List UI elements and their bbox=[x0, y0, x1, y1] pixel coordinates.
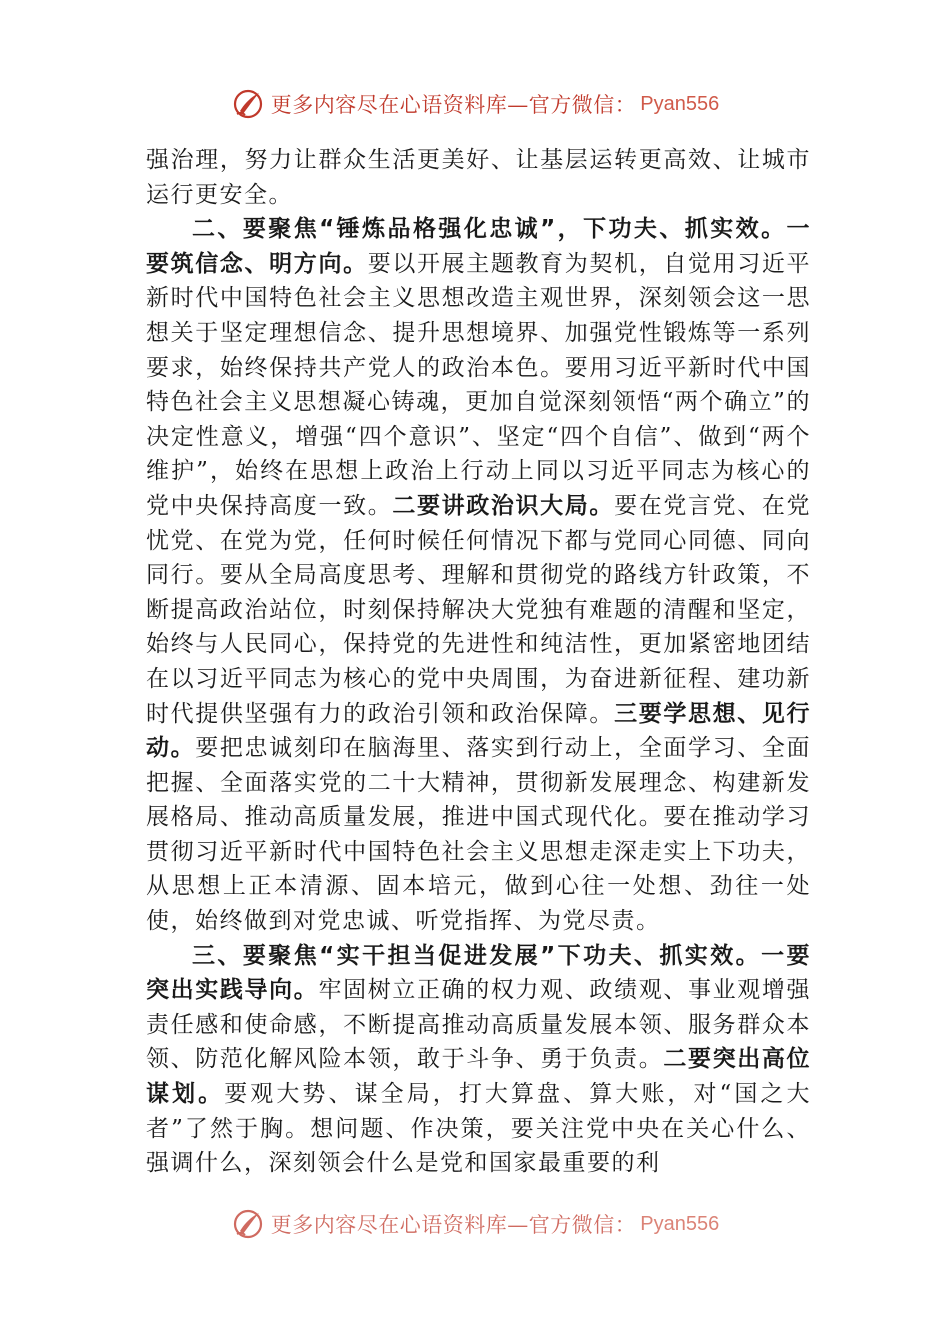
banner-text: 更多内容尽在心语资料库—官方微信： bbox=[270, 93, 637, 117]
banner-wechat-id: Pyan556 bbox=[640, 1212, 720, 1235]
banner-text: 更多内容尽在心语资料库—官方微信： bbox=[270, 1213, 637, 1237]
watermark-banner-top bbox=[0, 84, 950, 124]
banner-wechat-id: Pyan556 bbox=[640, 92, 720, 115]
paragraph-continuation: 强治理，努力让群众生活更美好、让基层运转更高效、让城市运行更安全。 bbox=[146, 147, 811, 208]
section-3-point-1: 一要突出实践导向。 bbox=[146, 942, 812, 1004]
section-3-heading: 三、要聚焦“实干担当促进发展”下功夫、抓实效。 bbox=[192, 942, 762, 969]
brush-logo-icon bbox=[231, 1207, 265, 1241]
document-body bbox=[146, 143, 811, 1181]
section-2-point-1: 一要筑信念、明方向。 bbox=[146, 216, 811, 277]
section-2-point-3: 三要学思想、见行动。 bbox=[146, 700, 812, 762]
section-3-point-2: 二要突出高位谋划。 bbox=[146, 1046, 812, 1108]
section-3-text-2: 要观大势、谋全局，打大算盘、算大账，对“国之大者”了然于胸。想问题、作决策，要关注党中央在关心什么、强调什么，深刻领会什么是党和国家最重要的利 bbox=[146, 1081, 812, 1177]
section-2-text-1: 要以开展主题教育为契机，自觉用习近平新时代中国特色社会主义思想改造主观世界，深刻领会这一思想关于坚定理想信念、提升思想境界、加强党性锻炼等一系列要求，始终保持共产党人的政治本色。要用习近平新时代中国特色社会主义思想凝心铸魂，更加自觉深刻领悟“两个确立”的决定性意义，增强“四个意识”、坚定“四个自信”、做到“两个维护”，始终在思想上政治上行动上同以习近平同志为核心的党中央保持高度一致。 bbox=[146, 250, 812, 519]
section-2-point-2: 二要讲政治识大局。 bbox=[392, 492, 615, 519]
paragraph-section-2 bbox=[146, 212, 811, 938]
brush-logo-icon bbox=[231, 87, 265, 121]
section-2-heading: 二、要聚焦“锤炼品格强化忠诚”，下功夫、抓实效。 bbox=[192, 216, 787, 243]
paragraph-section-3 bbox=[146, 939, 811, 1181]
section-2-text-2: 要在党言党、在党忧党、在党为党，任何时候任何情况下都与党同心同德、同向同行。要从全局高度思考、理解和贯彻党的路线方针政策，不断提高政治站位，时刻保持解决大党独有难题的清醒和坚定，始终与人民同心，保持党的先进性和纯洁性，更加紧密地团结在以习近平同志为核心的党中央周围，为奋进新征程、建功新时代提供坚强有力的政治引领和政治保障。 bbox=[146, 492, 812, 727]
watermark-banner-bottom bbox=[0, 1204, 950, 1244]
section-2-text-3: 要把忠诚刻印在脑海里、落实到行动上，全面学习、全面把握、全面落实党的二十大精神，贯彻新发展理念、构建新发展格局、推动高质量发展，推进中国式现代化。要在推动学习贯彻习近平新时代中国特色社会主义思想走深走实上下功夫，从思想上正本清源、固本培元，做到心往一处想、劲往一处使，始终做到对党忠诚、听党指挥、为党尽责。 bbox=[146, 735, 812, 935]
section-3-text-1: 牢固树立正确的权力观、政绩观、事业观增强责任感和使命感，不断提高推动高质量发展本领、服务群众本领、防范化解风险本领，敢于斗争、勇于负责。 bbox=[146, 977, 812, 1073]
